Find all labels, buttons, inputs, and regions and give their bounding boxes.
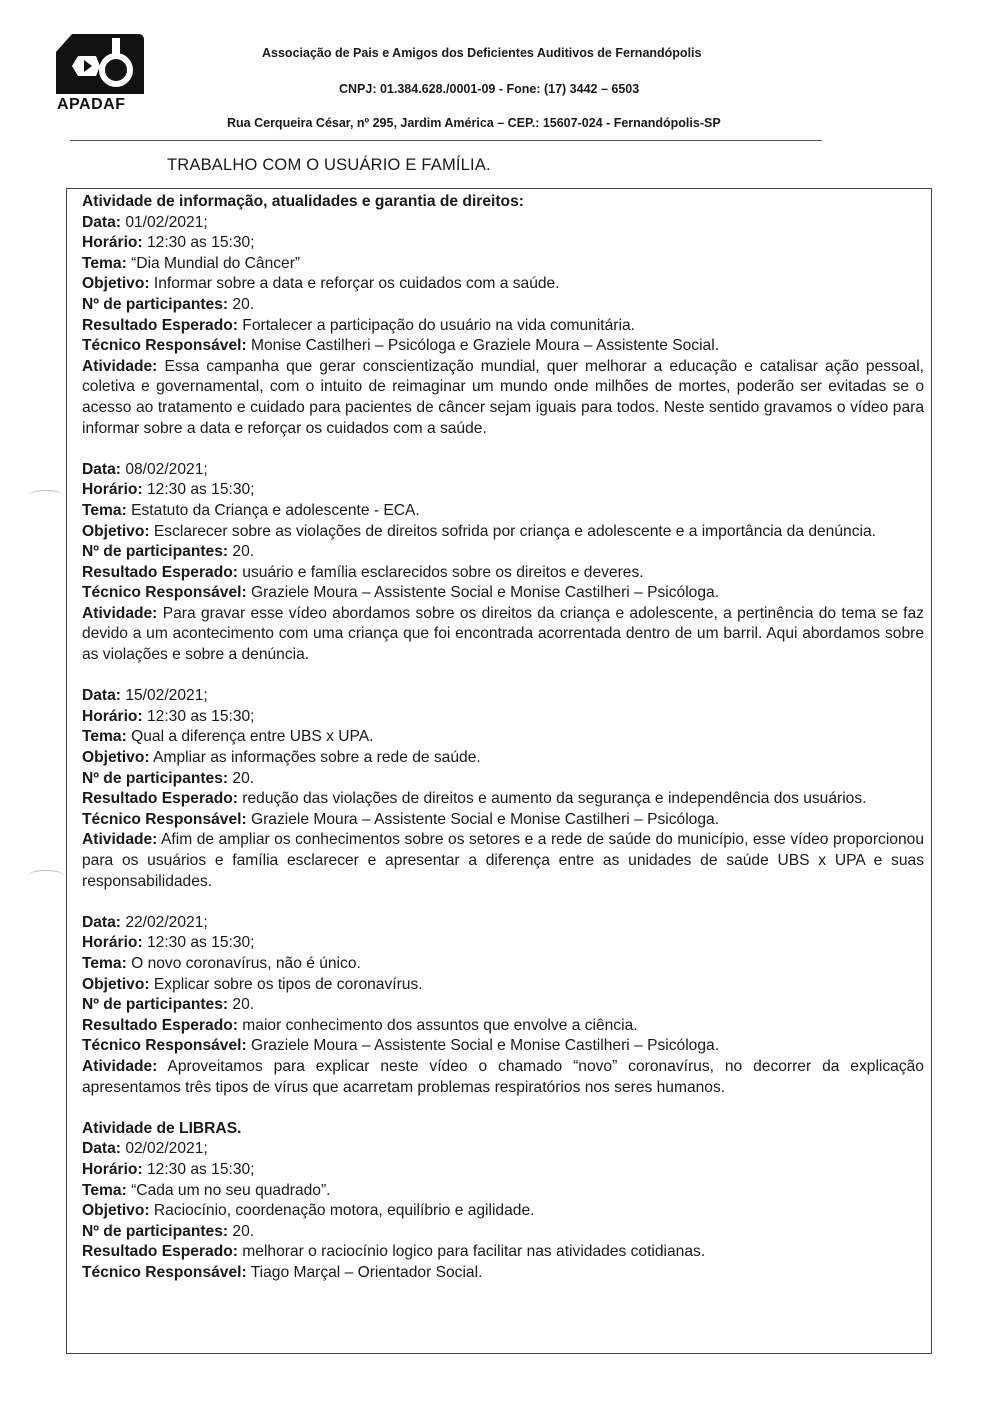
atividade-text: Para gravar esse vídeo abordamos sobre os direitos da criança e adolescente, a pertinência do tema se faz devido a um acontecimento com uma criança que foi encontrada acorrentada dentro de um barril. Aqui abordamos sobre as violações e sobre a denúncia.	[82, 604, 924, 664]
tema-value: “Cada um no seu quadrado”.	[126, 1181, 331, 1199]
objetivo-value: Ampliar as informações sobre a rede de saúde.	[149, 749, 481, 767]
participantes-value: 20.	[228, 996, 255, 1014]
tema-label: Tema:	[82, 254, 127, 272]
data-value: 15/02/2021;	[121, 687, 208, 705]
objetivo-value: Explicar sobre os tipos de coronavírus.	[149, 975, 423, 993]
data-label: Data:	[82, 913, 121, 931]
header-divider	[70, 140, 822, 141]
data-label: Data:	[82, 213, 121, 231]
logo-text: APADAF	[57, 96, 126, 113]
participantes-value: 20.	[228, 769, 255, 787]
resultado-label: Resultado Esperado:	[82, 563, 238, 581]
report-content	[82, 192, 924, 1283]
tecnico-label: Técnico Responsável:	[82, 1263, 247, 1281]
horario-label: Horário:	[82, 1160, 143, 1178]
objetivo-label: Objetivo:	[82, 975, 150, 993]
horario-value: 12:30 as 15:30;	[142, 234, 255, 252]
activity-entry	[82, 1139, 924, 1283]
horario-value: 12:30 as 15:30;	[142, 934, 255, 952]
objetivo-value: Informar sobre a data e reforçar os cuidados com a saúde.	[149, 275, 560, 293]
activity-entry	[82, 460, 924, 666]
atividade-text: Afim de ampliar os conhecimentos sobre os setores e a rede de saúde do município, esse vídeo proporcionou para os usuários e família esclarecer e apresentar a diferença entre as unidades de saúde UBS x UPA e suas responsabilidades.	[82, 831, 924, 890]
tema-value: Qual a diferença entre UBS x UPA.	[126, 728, 374, 746]
atividade-text: Aproveitamos para explicar neste vídeo o chamado “novo” coronavírus, no decorrer da explicação apresentamos três tipos de vírus que acarretam problemas respiratórios nos seres humanos.	[82, 1057, 924, 1096]
data-value: 22/02/2021;	[121, 913, 208, 931]
participantes-value: 20.	[228, 543, 255, 561]
tecnico-label: Técnico Responsável:	[82, 810, 247, 828]
data-label: Data:	[82, 460, 121, 478]
atividade-label: Atividade:	[82, 1057, 158, 1075]
tema-label: Tema:	[82, 954, 127, 972]
resultado-value: usuário e família esclarecidos sobre os direitos e deveres.	[237, 563, 644, 581]
data-label: Data:	[82, 1140, 121, 1158]
atividade-text: Essa campanha que gerar conscientização mundial, quer melhorar a educação e catalisar ação pessoal, coletiva e governamental, com o intuito de reimaginar um mundo onde milhões de mortes, poderão ser evitadas se o acesso ao tratamento e cuidado para pacientes de câncer sejam iguais para todos. Neste sentido gravamos o vídeo para informar sobre a data e reforçar os cuidados com a saúde.	[82, 357, 924, 437]
data-value: 01/02/2021;	[121, 213, 208, 231]
horario-label: Horário:	[82, 234, 143, 252]
horario-label: Horário:	[82, 934, 143, 952]
resultado-value: redução das violações de direitos e aumento da segurança e independência dos usuários.	[237, 790, 867, 808]
data-value: 08/02/2021;	[121, 460, 208, 478]
objetivo-label: Objetivo:	[82, 275, 150, 293]
horario-value: 12:30 as 15:30;	[142, 1160, 255, 1178]
tema-label: Tema:	[82, 1181, 127, 1199]
tecnico-value: Monise Castilheri – Psicóloga e Graziele Moura – Assistente Social.	[246, 337, 720, 355]
margin-mark	[28, 490, 64, 501]
horario-value: 12:30 as 15:30;	[142, 707, 255, 725]
horario-label: Horário:	[82, 481, 143, 499]
section-title: Atividade de LIBRAS.	[82, 1119, 242, 1137]
participantes-label: Nº de participantes:	[82, 996, 229, 1014]
participantes-label: Nº de participantes:	[82, 1222, 229, 1240]
resultado-value: melhorar o raciocínio logico para facilitar nas atividades cotidianas.	[237, 1243, 706, 1261]
activity-entry	[82, 213, 924, 440]
tema-value: Estatuto da Criança e adolescente - ECA.	[126, 501, 420, 519]
data-label: Data:	[82, 687, 121, 705]
tema-value: O novo coronavírus, não é único.	[126, 954, 361, 972]
tema-label: Tema:	[82, 501, 127, 519]
resultado-label: Resultado Esperado:	[82, 1016, 238, 1034]
objetivo-value: Raciocínio, coordenação motora, equilíbrio e agilidade.	[149, 1202, 535, 1220]
tecnico-label: Técnico Responsável:	[82, 1037, 247, 1055]
resultado-label: Resultado Esperado:	[82, 790, 238, 808]
participantes-value: 20.	[228, 1222, 255, 1240]
horario-label: Horário:	[82, 707, 143, 725]
participantes-label: Nº de participantes:	[82, 769, 229, 787]
tecnico-label: Técnico Responsável:	[82, 584, 247, 602]
atividade-label: Atividade:	[82, 604, 158, 622]
tecnico-value: Graziele Moura – Assistente Social e Monise Castilheri – Psicóloga.	[246, 584, 720, 602]
organization-name: Associação de Pais e Amigos dos Deficientes Auditivos de Fernandópolis	[262, 46, 702, 60]
participantes-label: Nº de participantes:	[82, 543, 229, 561]
tecnico-label: Técnico Responsável:	[82, 337, 247, 355]
resultado-label: Resultado Esperado:	[82, 1243, 238, 1261]
tecnico-value: Graziele Moura – Assistente Social e Monise Castilheri – Psicóloga.	[246, 1037, 720, 1055]
objetivo-value: Esclarecer sobre as violações de direitos sofrida por criança e adolescente e a importância da denúncia.	[149, 522, 876, 540]
margin-mark	[28, 870, 64, 881]
address: Rua Cerqueira César, nº 295, Jardim América – CEP.: 15607-024 - Fernandópolis-SP	[227, 116, 721, 130]
objetivo-label: Objetivo:	[82, 522, 150, 540]
atividade-label: Atividade:	[82, 357, 158, 375]
resultado-label: Resultado Esperado:	[82, 316, 238, 334]
resultado-value: Fortalecer a participação do usuário na vida comunitária.	[237, 316, 635, 334]
resultado-value: maior conhecimento dos assuntos que envolve a ciência.	[237, 1016, 638, 1034]
activity-entry	[82, 913, 924, 1098]
atividade-label: Atividade:	[82, 831, 158, 849]
tema-value: “Dia Mundial do Câncer”	[126, 254, 301, 272]
tecnico-value: Graziele Moura – Assistente Social e Monise Castilheri – Psicóloga.	[246, 810, 720, 828]
participantes-value: 20.	[228, 295, 255, 313]
horario-value: 12:30 as 15:30;	[142, 481, 255, 499]
activity-entry	[82, 686, 924, 892]
document-title: TRABALHO COM O USUÁRIO E FAMÍLIA.	[167, 156, 491, 174]
objetivo-label: Objetivo:	[82, 749, 150, 767]
objetivo-label: Objetivo:	[82, 1202, 150, 1220]
tema-label: Tema:	[82, 728, 127, 746]
cnpj-phone: CNPJ: 01.384.628./0001-09 - Fone: (17) 3442 – 6503	[339, 82, 640, 96]
participantes-label: Nº de participantes:	[82, 295, 229, 313]
tecnico-value: Tiago Marçal – Orientador Social.	[246, 1263, 483, 1281]
data-value: 02/02/2021;	[121, 1140, 208, 1158]
section-title: Atividade de informação, atualidades e garantia de direitos:	[82, 193, 524, 210]
